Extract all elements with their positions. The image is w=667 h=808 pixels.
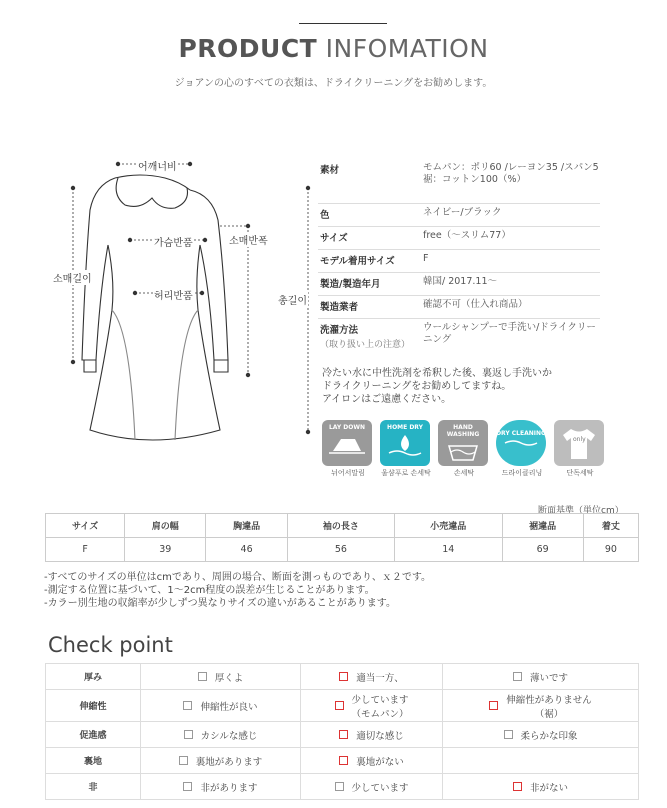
- home-dry-shape: [385, 431, 425, 457]
- spec-key: 素材: [320, 165, 340, 176]
- check-point-option-label: 伸縮性がありません （裾）: [506, 694, 592, 720]
- check-point-option: [301, 748, 443, 774]
- note-line: -すべてのサイズの単位はcmであり、周囲の場合、断面を測っものであり、ｘ２です。: [44, 572, 432, 583]
- spec-row: [318, 250, 600, 273]
- care-icon-label: HAND WASHING: [446, 424, 480, 438]
- size-unit: 断面基準（単位cm）: [538, 506, 624, 516]
- dry-cleaning-icon: [496, 420, 548, 478]
- checked-box-icon[interactable]: [339, 672, 348, 681]
- check-point-option: [141, 690, 301, 722]
- care-icon-label: DRY CLEANING: [496, 430, 546, 437]
- care-icons: [322, 420, 606, 478]
- check-point-option: [301, 722, 443, 748]
- spec-value: 韓国/ 2017.11～: [423, 276, 498, 287]
- home-dry-icon: [380, 420, 432, 478]
- check-point-option-label: 適当一方、: [356, 672, 404, 684]
- check-point-label: 裏地: [46, 748, 141, 774]
- care-icon-caption: 단독세탁: [566, 469, 594, 477]
- check-point-option-label: 少しています （モムパン）: [351, 694, 409, 720]
- spec-value: 確認不可（仕入れ商品）: [423, 299, 528, 310]
- spec-value: F: [423, 253, 429, 264]
- check-point-option-label: カシルな感じ: [200, 730, 258, 742]
- check-point-label: 促進感: [46, 722, 141, 748]
- care-icon-label: only: [573, 436, 586, 443]
- check-point-label: 厚み: [46, 664, 141, 690]
- hand-washing-shape: [443, 438, 483, 464]
- check-point-option-label: 柔らかな印象: [520, 730, 578, 742]
- check-point-option-label: 伸縮性が良い: [200, 701, 258, 713]
- check-point-label: 非: [46, 774, 141, 800]
- care-icon-caption: 울샴푸로 손세탁: [381, 469, 431, 477]
- unchecked-box-icon[interactable]: [183, 701, 192, 710]
- care-icon-label: LAY DOWN: [328, 424, 366, 431]
- dress-diagram: [40, 150, 320, 470]
- checked-box-icon[interactable]: [489, 701, 498, 710]
- size-cell: 56: [287, 538, 394, 562]
- check-point-option: [301, 774, 443, 800]
- spec-key: 色: [320, 210, 330, 221]
- check-point-option: [443, 690, 639, 722]
- check-point-option: [443, 722, 639, 748]
- hand-washing-icon: [438, 420, 490, 478]
- label-sleeve-width: 소매반폭: [228, 232, 269, 247]
- unchecked-box-icon[interactable]: [184, 730, 193, 739]
- care-icon-label: HOME DRY: [387, 424, 423, 431]
- care-icon-caption: 손세탁: [453, 469, 475, 477]
- size-header: サイズ: [46, 514, 125, 538]
- size-header: 肩の幅: [125, 514, 206, 538]
- check-point-option: [443, 748, 639, 774]
- check-point-option: [141, 748, 301, 774]
- care-icon-caption: 드라이클리닝: [501, 469, 543, 477]
- spec-key: モデル着用サイズ: [320, 256, 395, 267]
- unchecked-box-icon[interactable]: [335, 782, 344, 791]
- check-point-option-label: 少しています: [351, 782, 409, 794]
- spec-key: [318, 319, 423, 353]
- unchecked-box-icon[interactable]: [513, 672, 522, 681]
- size-cell: 39: [125, 538, 206, 562]
- dry-cleaning-shape: [501, 437, 541, 451]
- check-point-row: [46, 774, 639, 800]
- check-point-option: [301, 690, 443, 722]
- label-sleeve-length: 소매길이: [52, 270, 93, 285]
- title-bold: PRODUCT: [178, 34, 318, 63]
- label-chest: 가슴반품: [153, 234, 194, 249]
- title-light: INFOMATION: [325, 34, 489, 63]
- spec-key-sub: （取り扱い上の注意）: [320, 340, 411, 350]
- spec-key: サイズ: [320, 233, 348, 244]
- size-header-row: [46, 514, 639, 538]
- size-header: 着丈: [583, 514, 638, 538]
- spec-row: [318, 227, 600, 250]
- care-line: アイロンはご遠慮ください。: [322, 394, 452, 405]
- size-cell: 14: [395, 538, 502, 562]
- unchecked-box-icon[interactable]: [198, 672, 207, 681]
- tshirt-shape: [559, 423, 599, 463]
- check-point-option-label: 厚くよ: [214, 672, 244, 684]
- size-cell: F: [46, 538, 125, 562]
- size-header: 胸違品: [206, 514, 287, 538]
- check-point-option: [301, 664, 443, 690]
- spec-value: モムパン：ポリ60 /レーヨン35 /スパン5 裾：コットン100（%）: [423, 162, 599, 186]
- check-point-option: [443, 774, 639, 800]
- check-point-row: [46, 664, 639, 690]
- checked-box-icon[interactable]: [339, 756, 348, 765]
- spec-key: 製造/製造年月: [320, 279, 381, 290]
- spec-value: ウールシャンプーで手洗い/ドライクリーニング: [423, 322, 596, 346]
- size-header: 小売違品: [395, 514, 502, 538]
- spec-key: 製造業者: [320, 302, 359, 313]
- spec-row: [318, 159, 600, 204]
- spec-row: [318, 273, 600, 296]
- spec-table: [318, 159, 600, 353]
- check-point-option: [141, 774, 301, 800]
- check-point-option-label: 非があります: [200, 782, 258, 794]
- size-header: 裾違品: [502, 514, 583, 538]
- unchecked-box-icon[interactable]: [504, 730, 513, 739]
- spec-row: [318, 204, 600, 227]
- only-icon: [554, 420, 606, 478]
- checked-box-icon[interactable]: [339, 730, 348, 739]
- label-shoulder: 어깨너비: [137, 158, 178, 173]
- check-point-row: [46, 690, 639, 722]
- spec-row: [318, 319, 600, 353]
- check-point-option-label: 非がない: [530, 782, 569, 794]
- size-cell: 69: [502, 538, 583, 562]
- care-line: 冷たい水に中性洗剤を希釈した後、裏返し手洗いか: [322, 368, 552, 379]
- size-notes: [44, 571, 431, 610]
- label-waist: 허리반품: [153, 287, 194, 302]
- check-point-row: [46, 748, 639, 774]
- check-point-option: [141, 722, 301, 748]
- lay-down-icon: [322, 420, 374, 478]
- care-instructions: [322, 367, 552, 406]
- check-point-option: [443, 664, 639, 690]
- care-line: ドライクリーニングをお勧めしてますね。: [322, 381, 512, 392]
- check-point-label: 伸縮性: [46, 690, 141, 722]
- check-point-option-label: 薄いです: [530, 672, 569, 684]
- check-point-title: Check point: [48, 633, 173, 657]
- spec-value: ネイビー/ブラック: [423, 207, 502, 218]
- care-icon-caption: 뉘어서말림: [331, 469, 365, 477]
- check-point-option-label: 裏地がない: [356, 756, 404, 768]
- label-total-length: 총길이: [277, 292, 308, 307]
- page-title: [0, 34, 667, 63]
- size-cell: 46: [206, 538, 287, 562]
- unchecked-box-icon[interactable]: [179, 756, 188, 765]
- size-table: [45, 513, 639, 562]
- size-header: 袖の長さ: [287, 514, 394, 538]
- check-point-row: [46, 722, 639, 748]
- note-line: -測定する位置に基づいて、1～2cm程度の誤差が生じることがあります。: [44, 585, 375, 596]
- lay-down-shape: [327, 431, 367, 457]
- unchecked-box-icon[interactable]: [183, 782, 192, 791]
- dress-outline: [40, 150, 320, 470]
- size-cell: 90: [583, 538, 638, 562]
- spec-key-text: 洗濯方法: [320, 325, 359, 336]
- page-subtitle: ジョアンの心のすべての衣類は、ドライクリーニングをお勧めします。: [174, 78, 493, 89]
- check-point-option-label: 裏地があります: [195, 756, 263, 768]
- check-point-option: [141, 664, 301, 690]
- spec-value: free（～スリム77）: [423, 230, 511, 241]
- top-divider: [299, 23, 387, 24]
- check-point-table: [45, 663, 639, 800]
- check-point-option-label: 適切な感じ: [356, 730, 404, 742]
- note-line: -カラー別生地の収縮率が少しずつ異なりサイズの違いがあることがあります。: [44, 598, 397, 609]
- checked-box-icon[interactable]: [335, 701, 344, 710]
- checked-box-icon[interactable]: [513, 782, 522, 791]
- size-row: [46, 538, 639, 562]
- spec-row: [318, 296, 600, 319]
